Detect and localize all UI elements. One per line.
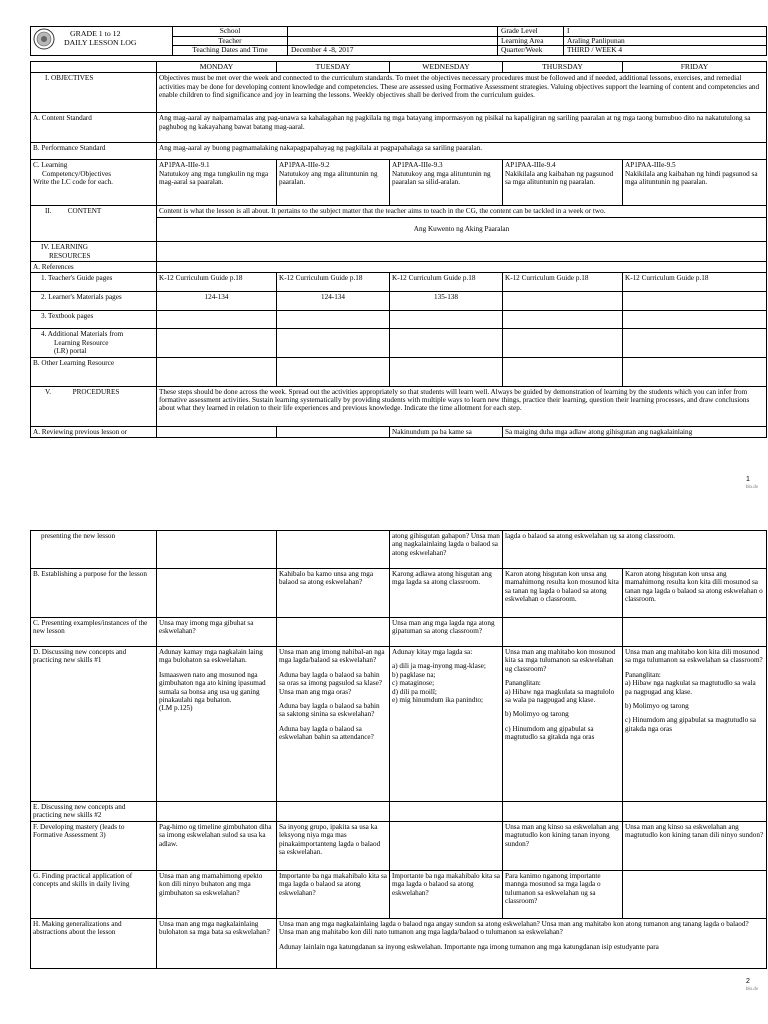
presenting-wednesday: atong gihisgutan gahapon? Unsa man ang nagkalainlaing lagda o balaod sa atong eskwelahan? <box>390 531 503 569</box>
day-header-blank <box>31 61 157 72</box>
mastery-friday: Unsa man ang kinso sa eskwelahan ang magtutudlo kon kining tanan dili ninyo sundon? <box>623 821 767 870</box>
deped-seal-icon <box>33 28 55 50</box>
application-wednesday: Importante ba nga makahibalo kita sa mga lagda o balaod sa atong eskwelahan? <box>390 870 503 918</box>
additional-monday <box>157 329 277 357</box>
discussing-1-tuesday: Unsa man ang imong nahibal-an nga mga lagda/balaod sa eskwelahan? Aduna bay lagda o balaod sa bahin sa oras sa imong pagsulod sa klase? Unsa man ang mga oras? Aduna bay lagda o balaod sa bahin sa saktong sinina sa eskwelahan? Aduna bay lagda o balaod sa eskwelahan bahin sa attendance? <box>277 647 390 802</box>
reviewing-label: A. Reviewing previous lesson or <box>31 426 157 437</box>
objectives-text: Objectives must be met over the week and connected to the curriculum standards. To meet the objectives necessary procedures must be followed and if needed, additional lessons, exercises, and remedial activities may be done for developing content knowledge and competencies. These are assessed using Formative Assessment strategies. Valuing objectives support the learning of content and competencies and enable children to find significance and joy in learning the lessons. Weekly objectives shall be derived from the curriculum guides. <box>157 73 767 113</box>
teachers-guide-tuesday: K-12 Curriculum Guide p.18 <box>277 273 390 292</box>
presenting-monday <box>157 531 277 569</box>
header-title-cell <box>31 27 173 56</box>
textbook-friday <box>623 311 767 329</box>
generalization-monday: Unsa man ang mga nagkalainlaing bulohaton sa mga bata sa eskwelahan? <box>157 918 277 968</box>
discussing-1-label: D. Discussing new concepts and practicing new skills #1 <box>31 647 157 802</box>
discussing-2-friday <box>623 802 767 822</box>
discussing-2-monday <box>157 802 277 822</box>
teachers-guide-wednesday: K-12 Curriculum Guide p.18 <box>390 273 503 292</box>
content-standard-text: Ang mag-aaral ay naipamamalas ang pag-unawa sa kahalagahan ng pagkilala ng mga batayang impormasyon ng pisikal na kapaligiran ng sariling paaralan at ng mga taong bumubuo dito na nakatutulong sa paghubog ng kakayahang bawat batang mag-aaral. <box>157 113 767 143</box>
textbook-label: 3. Textbook pages <box>31 311 157 329</box>
discussing-2-thursday <box>503 802 623 822</box>
additional-thursday <box>503 329 623 357</box>
discussing-1-thursday: Unsa man ang mahitabo kon mosunod kita sa mga tulumanon sa eskwelahan ug classroom? Pananglitan: a) Hibaw nga magkulata sa magtulolo sa wala pa nagpugad ang klase. b) Molimyo og tarong c) Hinumdom ang gipabulat sa magtutudlo sa gitakda nga oras <box>503 647 623 802</box>
additional-wednesday <box>390 329 503 357</box>
learners-materials-wednesday: 135-138 <box>390 292 503 311</box>
references-label: A. References <box>31 262 157 273</box>
quarter-value: THIRD / WEEK 4 <box>564 46 767 56</box>
page-number-1: 1 blo.dv <box>746 476 759 489</box>
presenting-examples-wednesday: Unsa man ang mga lagda nga atong gipatuman sa atong classroom? <box>390 618 503 647</box>
area-label: Learning Area <box>498 36 564 46</box>
reviewing-tuesday <box>277 426 390 437</box>
presenting-examples-label: C. Presenting examples/instances of the new lesson <box>31 618 157 647</box>
teachers-guide-monday: K-12 Curriculum Guide p.18 <box>157 273 277 292</box>
content-standard-label: A. Content Standard <box>31 113 157 143</box>
learners-materials-monday: 124-134 <box>157 292 277 311</box>
application-thursday: Para kanimo nganong importante mannga mosunod sa mga lagda o tulumanon sa eskwelahan ug sa classroom? <box>503 870 623 918</box>
teacher-label: Teacher <box>173 36 288 46</box>
performance-standard-text: Ang mag-aaral ay buong pagmamalaking nakapagpapahayag ng pagkilala at pagpapahalaga sa sariling paaralan. <box>157 143 767 160</box>
teachers-guide-friday: K-12 Curriculum Guide p.18 <box>623 273 767 292</box>
competency-thursday: AP1PAA-IIIe-9.4 Nakikilala ang kaibahan ng pagsunod sa mga alituntunin ng paaralan. <box>503 160 623 206</box>
page-2 <box>30 530 766 969</box>
quarter-label: Quarter/Week <box>498 46 564 56</box>
day-header-thursday: THURSDAY <box>503 61 623 72</box>
learners-materials-tuesday: 124-134 <box>277 292 390 311</box>
discussing-1-friday: Unsa man ang mahitabo kon kita dili mosunod sa mga tulumanon sa eskwelahan sa classroom? Pananglitan: a) Hibaw nga nagkulat sa magtutudlo sa wala pa nagpugad ang klase. b) Molimyo og tarong c) Hinumdom ang gipabulat sa magtutudlo sa gitakda nga oras <box>623 647 767 802</box>
learners-materials-thursday <box>503 292 623 311</box>
header-title-2: DAILY LESSON LOG <box>64 38 137 47</box>
day-header-wednesday: WEDNESDAY <box>390 61 503 72</box>
page-1 <box>30 26 766 438</box>
presenting-label: presenting the new lesson <box>31 531 157 569</box>
area-value: Araling Panlipunan <box>564 36 767 46</box>
generalization-label: H. Making generalizations and abstractions about the lesson <box>31 918 157 968</box>
page-number-2: 2 blo.dv <box>746 978 759 991</box>
other-thursday <box>503 357 623 386</box>
other-tuesday <box>277 357 390 386</box>
learners-materials-friday <box>623 292 767 311</box>
day-header-friday: FRIDAY <box>623 61 767 72</box>
header-table <box>30 26 767 56</box>
day-header-tuesday: TUESDAY <box>277 61 390 72</box>
discussing-2-wednesday <box>390 802 503 822</box>
other-resource-label: B. Other Learning Resource <box>31 357 157 386</box>
discussing-2-tuesday <box>277 802 390 822</box>
presenting-examples-friday <box>623 618 767 647</box>
day-header-monday: MONDAY <box>157 61 277 72</box>
additional-friday <box>623 329 767 357</box>
establishing-monday <box>157 569 277 618</box>
grade-label: Grade Level <box>498 27 564 37</box>
presenting-tuesday <box>277 531 390 569</box>
procedures-text: These steps should be done across the week. Spread out the activities appropriately so that students will learn well. Always be guided by demonstration of learning by the students which you can infer from formative assessment activities. Sustain learning systematically by providing students with multiple ways to learn new things, practice their learning, question their learning processes, and draw conclusions about what they learned in relation to their life experiences and previous knowledge. Indicate the time allotment for each step. <box>157 386 767 426</box>
school-value <box>288 27 498 37</box>
competency-label: C. Learning Competency/Objectives Write the LC code for each. <box>31 160 157 206</box>
mastery-tuesday: Sa inyong grupo, ipakita sa usa ka leksyong niya mga mas pinakaimportanteng lagda o balaod sa eskwelahan. <box>277 821 390 870</box>
dates-label: Teaching Dates and Time <box>173 46 288 56</box>
content-text: Content is what the lesson is all about. It pertains to the subject matter that the teacher aims to teach in the CG, the content can be tackled in a week or two. <box>157 206 767 218</box>
reviewing-monday <box>157 426 277 437</box>
lesson-table-page-2 <box>30 530 767 969</box>
other-friday <box>623 357 767 386</box>
application-friday <box>623 870 767 918</box>
lesson-table-page-1 <box>30 61 767 438</box>
header-title-1: GRADE 1 to 12 <box>70 29 121 38</box>
teachers-guide-label: 1. Teacher's Guide pages <box>31 273 157 292</box>
resources-label: IV. LEARNING RESOURCES <box>31 242 157 262</box>
discussing-2-label: E. Discussing new concepts and practicing new skills #2 <box>31 802 157 822</box>
establishing-tuesday: Kahibalo ba kamo unsa ang mga balaod sa atong eskwelahan? <box>277 569 390 618</box>
competency-wednesday: AP1PAA-IIIe-9.3 Natutukoy ang mga alituntunin ng paaralan sa silid-aralan. <box>390 160 503 206</box>
resources-blank <box>157 242 767 262</box>
objectives-label: I. OBJECTIVES <box>31 73 157 113</box>
application-monday: Unsa man ang mamahimong epekto kon dili ninyo buhaton ang mga gimbuhaton sa eskwelahan? <box>157 870 277 918</box>
teachers-guide-thursday: K-12 Curriculum Guide p.18 <box>503 273 623 292</box>
application-tuesday: Importante ba nga makahibalo kita sa mga lagda o balaod sa atong eskwelahan? <box>277 870 390 918</box>
presenting-thursday-friday: lagda o balaod sa atong eskwelahan ug sa atong classroom. <box>503 531 767 569</box>
mastery-label: F. Developing mastery (leads to Formative Assessment 3) <box>31 821 157 870</box>
application-label: G. Finding practical application of concepts and skills in daily living <box>31 870 157 918</box>
discussing-1-monday: Adunay kamay mga nagkalain laing mga bulohaton sa eskwelahan. Ismaaswen nato ang mosunod nga gimbuhaton nga ato kining ipasumad sumala sa bonsa ang usa ug ganing pinakaulahi nga buhaton. (LM p.125) <box>157 647 277 802</box>
content-topic: Ang Kuwento ng Aking Paaralan <box>157 218 767 242</box>
additional-materials-label: 4. Additional Materials from Learning Resource (LR) portal <box>31 329 157 357</box>
reviewing-thursday-friday: Sa maiging duha mga adlaw atong gihisgutan ang nagkalainlaing <box>503 426 767 437</box>
mastery-thursday: Unsa man ang kinso sa eskwelahan ang magtutudlo kon kining tanan inyong sundon? <box>503 821 623 870</box>
other-wednesday <box>390 357 503 386</box>
procedures-label: V. PROCEDURES <box>31 386 157 426</box>
dates-value: December 4 -8, 2017 <box>288 46 498 56</box>
establishing-thursday: Karon atong hisgutan kon unsa ang mamahimong resulta kon mosunod kita sa tanan ng lagda o balaod sa atong eskwelahan o classroom. <box>503 569 623 618</box>
competency-tuesday: AP1PAA-IIIe-9.2 Natutukoy ang mga alituntunin ng paaralan. <box>277 160 390 206</box>
discussing-1-wednesday: Adunay kitay mga lagda sa: a) dili ja mag-inyong mag-klase; b) pagklase na; c) mataginose; d) dili pa moilî; e) mig hinumdum ika panindto; <box>390 647 503 802</box>
competency-friday: AP1PAA-IIIe-9.5 Nakikilala ang kaibahan ng hindi pagsunod sa mga alituntunin ng paaralan. <box>623 160 767 206</box>
other-monday <box>157 357 277 386</box>
teacher-value <box>288 36 498 46</box>
content-label: II. CONTENT <box>31 206 157 242</box>
learners-materials-label: 2. Learner's Materials pages <box>31 292 157 311</box>
reviewing-wednesday: Nakinundum pa ba kame sa <box>390 426 503 437</box>
presenting-examples-monday: Unsa may imong mga gibuhat sa eskwelahan? <box>157 618 277 647</box>
textbook-tuesday <box>277 311 390 329</box>
performance-standard-label: B. Performance Standard <box>31 143 157 160</box>
generalization-rest: Unsa man ang mga nagkalainlaing lagda o balaod nga angay sundon sa atong eskwelahan? Unsa man ang mahitabo kon atong tumanon ang tanang lagda o balaod? Unsa man ang mahitabo kon dili nato tumanon ang mga lagda/balaod o tulumanon sa eskwelahan? Adunay lainlain nga katungdanan sa inyong eskwelahan. Importante nga imong tumanon ang mga katungdanan isip estudyante para <box>277 918 767 968</box>
mastery-monday: Pag-himo og timeline gimbuhaton diha sa imong eskwelahan sulod sa usa ka adlaw. <box>157 821 277 870</box>
textbook-monday <box>157 311 277 329</box>
school-label: School <box>173 27 288 37</box>
presenting-examples-tuesday <box>277 618 390 647</box>
establishing-friday: Karon atong hisgutan kon unsa ang mamahimong resulta kon kita dili mosunod sa tanan nga lagda o balaod sa atong eskwelahan o classroom. <box>623 569 767 618</box>
establishing-label: B. Establishing a purpose for the lesson <box>31 569 157 618</box>
textbook-thursday <box>503 311 623 329</box>
presenting-examples-thursday <box>503 618 623 647</box>
references-blank <box>157 262 767 273</box>
mastery-wednesday <box>390 821 503 870</box>
grade-value: I <box>564 27 767 37</box>
competency-monday: AP1PAA-IIIe-9.1 Natutukoy ang mga tungkulin ng mga mag-aaral sa paaralan. <box>157 160 277 206</box>
establishing-wednesday: Karong adlawa atong hisgutan ang mga lagda sa atong classroom. <box>390 569 503 618</box>
textbook-wednesday <box>390 311 503 329</box>
additional-tuesday <box>277 329 390 357</box>
